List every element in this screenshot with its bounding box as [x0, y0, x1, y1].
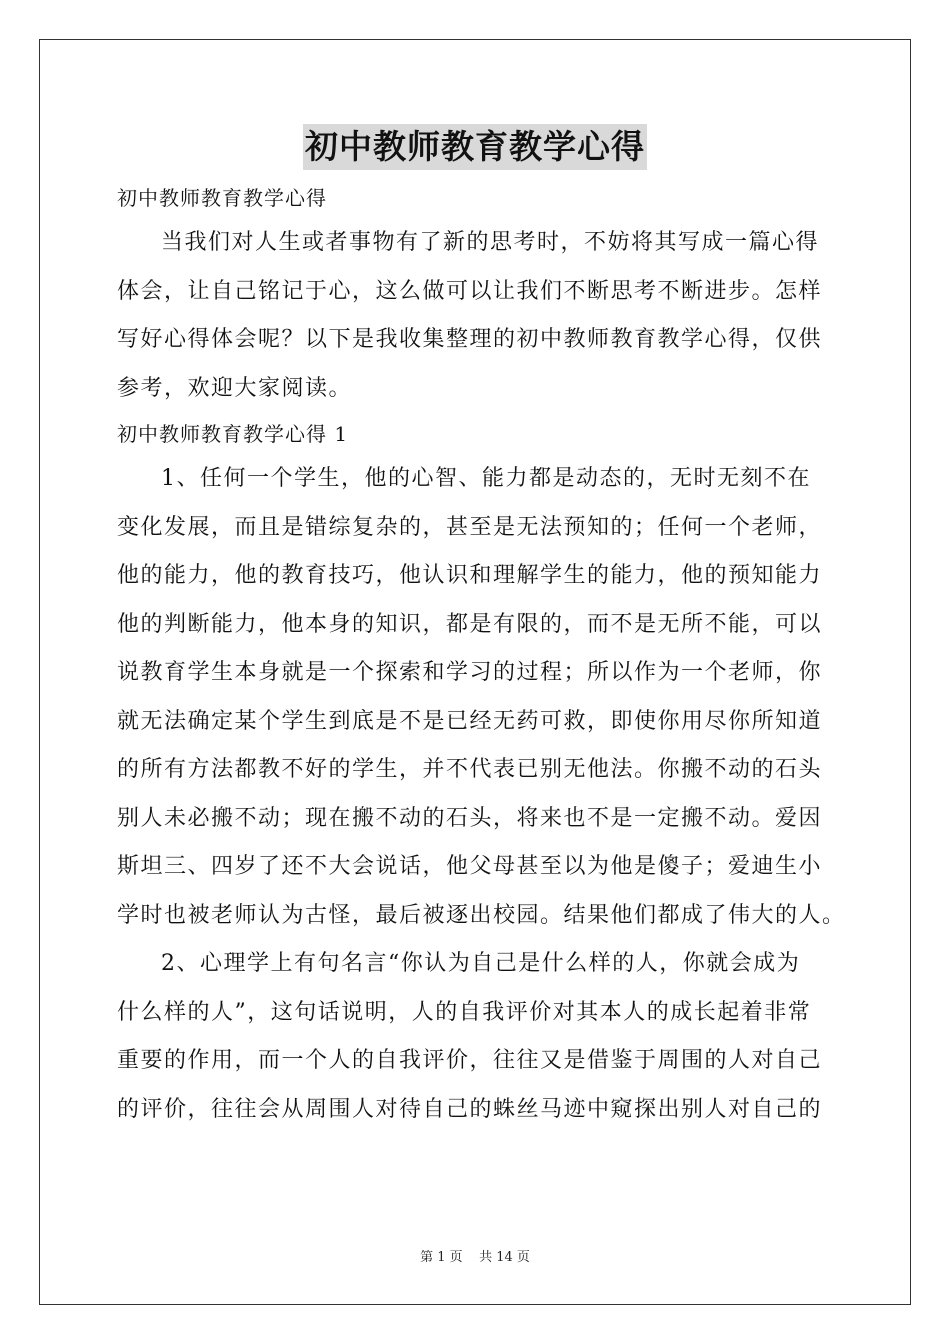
- document-body: [117, 177, 846, 1134]
- paragraph-line: 1、任何一个学生，他的心智、能力都是动态的，无时无刻不在: [161, 466, 811, 491]
- document-title: 初中教师教育教学心得: [303, 124, 647, 170]
- page-footer: 第 1 页 共 14 页: [420, 1250, 530, 1265]
- section-heading: 初中教师教育教学心得 1: [117, 422, 349, 446]
- intro-paragraph: [117, 219, 841, 413]
- paragraph-line: 他的能力，他的教育技巧，他认识和理解学生的能力，他的预知能力: [117, 563, 823, 588]
- paragraph-line: 斯坦三、四岁了还不大会说话，他父母甚至以为他是傻子；爱迪生小: [117, 854, 823, 879]
- paragraph-line: 2、心理学上有句名言“你认为自己是什么样的人，你就会成为: [161, 951, 801, 976]
- paragraph-line: 当我们对人生或者事物有了新的思考时，不妨将其写成一篇心得: [161, 230, 820, 255]
- paragraph-line: 写好心得体会呢？以下是我收集整理的初中教师教育教学心得，仅供: [117, 327, 823, 352]
- paragraph-2: [117, 940, 841, 1134]
- paragraph-line: 学时也被老师认为古怪，最后被逐出校园。结果他们都成了伟大的人。: [117, 902, 846, 928]
- title-container: [0, 124, 950, 170]
- paragraph-line: 体会，让自己铭记于心，这么做可以让我们不断思考不断进步。怎样: [117, 278, 823, 304]
- paragraph-line: 就无法确定某个学生到底是不是已经无药可救，即使你用尽你所知道: [117, 708, 823, 734]
- document-subtitle: 初中教师教育教学心得: [117, 186, 327, 210]
- paragraph-line: 什么样的人”，这句话说明，人的自我评价对其本人的成长起着非常: [117, 999, 812, 1025]
- paragraph-line: 别人未必搬不动；现在搬不动的石头，将来也不是一定搬不动。爱因: [117, 805, 823, 831]
- paragraph-1: [117, 455, 846, 940]
- paragraph-line: 他的判断能力，他本身的知识，都是有限的，而不是无所不能，可以: [117, 611, 823, 637]
- paragraph-line: 参考，欢迎大家阅读。: [117, 375, 353, 401]
- paragraph-line: 变化发展，而且是错综复杂的，甚至是无法预知的；任何一个老师，: [117, 514, 823, 540]
- paragraph-line: 重要的作用，而一个人的自我评价，往往又是借鉴于周围的人对自己: [117, 1048, 823, 1073]
- paragraph-line: 说教育学生本身就是一个探索和学习的过程；所以作为一个老师，你: [117, 660, 823, 685]
- paragraph-line: 的所有方法都教不好的学生，并不代表已别无他法。你搬不动的石头: [117, 757, 823, 782]
- paragraph-line: 的评价，往往会从周围人对待自己的蛛丝马迹中窥探出别人对自己的: [117, 1096, 823, 1122]
